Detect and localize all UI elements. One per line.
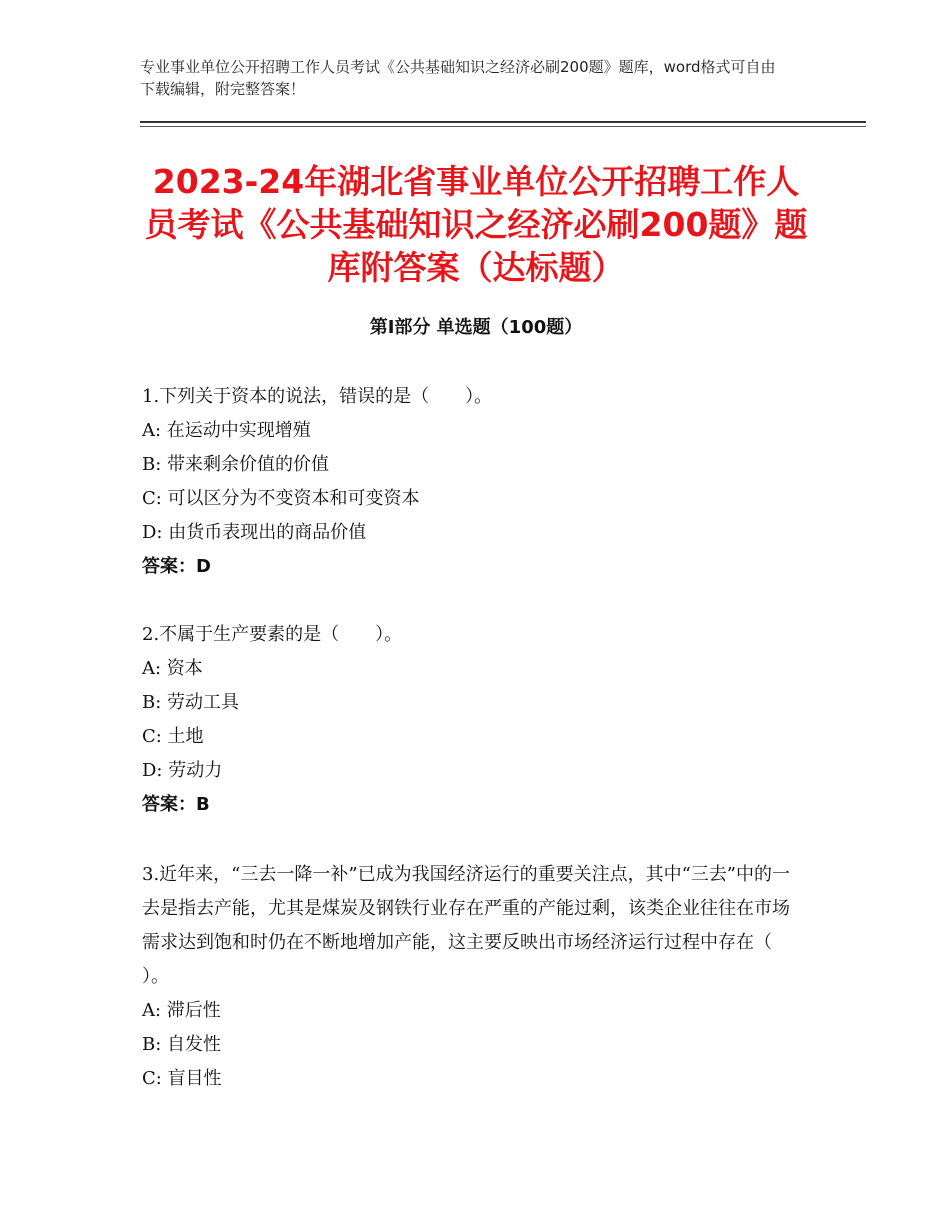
question-2 bbox=[142, 618, 802, 822]
question-1 bbox=[142, 380, 802, 584]
option-b: B: 劳动工具 bbox=[142, 692, 240, 713]
option-d: D: 劳动力 bbox=[142, 760, 223, 781]
answer-label: 答案：D bbox=[142, 556, 211, 577]
option-c: C: 盲目性 bbox=[142, 1068, 222, 1089]
option-a: A: 在运动中实现增殖 bbox=[142, 420, 311, 441]
option-c: C: 土地 bbox=[142, 726, 204, 747]
answer-label: 答案：B bbox=[142, 794, 210, 815]
header-note: 专业事业单位公开招聘工作人员考试《公共基础知识之经济必刷200题》题库，word格式可自由下载编辑，附完整答案！ bbox=[140, 58, 776, 98]
option-d: D: 由货币表现出的商品价值 bbox=[142, 522, 367, 543]
option-a: A: 滞后性 bbox=[142, 1000, 221, 1021]
option-b: B: 自发性 bbox=[142, 1034, 222, 1055]
question-3 bbox=[142, 858, 802, 1096]
question-stem: 3.近年来，“三去一降一补”已成为我国经济运行的重要关注点，其中“三去”中的一去是指去产能，尤其是煤炭及钢铁行业存在严重的产能过剩，该类企业往往在市场需求达到饱和时仍在不断地增加产能，这主要反映出市场经济运行过程中存在（ ）。 bbox=[142, 864, 790, 987]
header-divider-thin bbox=[140, 126, 866, 127]
section-heading: 第Ⅰ部分 单选题（100题） bbox=[369, 317, 583, 338]
option-a: A: 资本 bbox=[142, 658, 203, 679]
question-stem: 1.下列关于资本的说法，错误的是（ ）。 bbox=[142, 386, 493, 407]
header-divider-thick bbox=[140, 121, 866, 123]
option-c: C: 可以区分为不变资本和可变资本 bbox=[142, 488, 420, 509]
option-b: B: 带来剩余价值的价值 bbox=[142, 454, 330, 475]
document-title: 2023-24年湖北省事业单位公开招聘工作人员考试《公共基础知识之经济必刷200题》题库附答案（达标题） bbox=[144, 162, 808, 287]
question-stem: 2.不属于生产要素的是（ ）。 bbox=[142, 624, 403, 645]
